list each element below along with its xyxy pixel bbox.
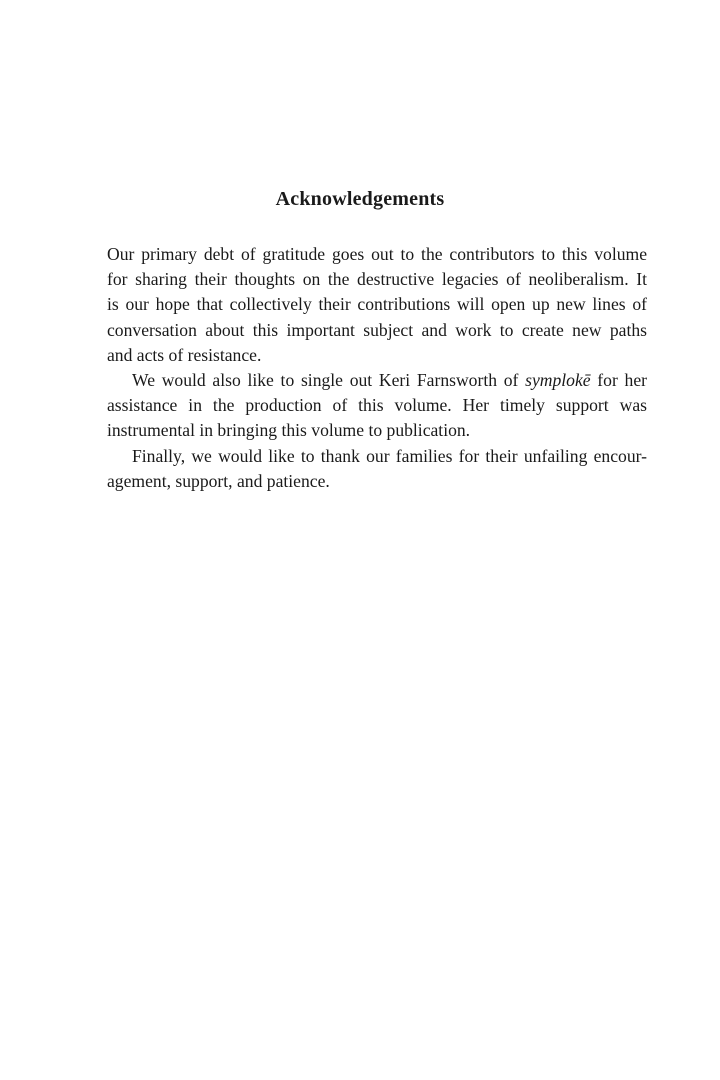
text-line: instrumental in bringing this volume to publication.: [107, 420, 471, 441]
journal-title: symplokē: [525, 370, 591, 391]
text-line: Finally, we would like to thank our families for their unfailing encour-: [132, 445, 647, 466]
text-segment: for her: [597, 370, 647, 391]
text-line: for sharing their thoughts on the destructive legacies of neoliberalism. It: [107, 269, 647, 290]
text-line: assistance in the production of this volume. Her timely support was: [107, 395, 647, 416]
paragraph-1: [107, 242, 647, 368]
text-segment: We would also like to single out Keri Farnsworth of: [132, 370, 519, 391]
paragraph-2: [107, 368, 647, 444]
text-line: agement, support, and patience.: [107, 470, 330, 491]
paragraph-3: [107, 444, 647, 494]
text-line: [107, 368, 647, 393]
text-line: is our hope that collectively their contributions will open up new lines of: [107, 294, 647, 315]
text-line: conversation about this important subject and work to create new paths: [107, 319, 647, 340]
text-line: Our primary debt of gratitude goes out to the contributors to this volume: [107, 244, 647, 264]
text-line: and acts of resistance.: [107, 344, 262, 365]
body-text: [107, 242, 647, 494]
page-heading: Acknowledgements: [275, 188, 445, 210]
